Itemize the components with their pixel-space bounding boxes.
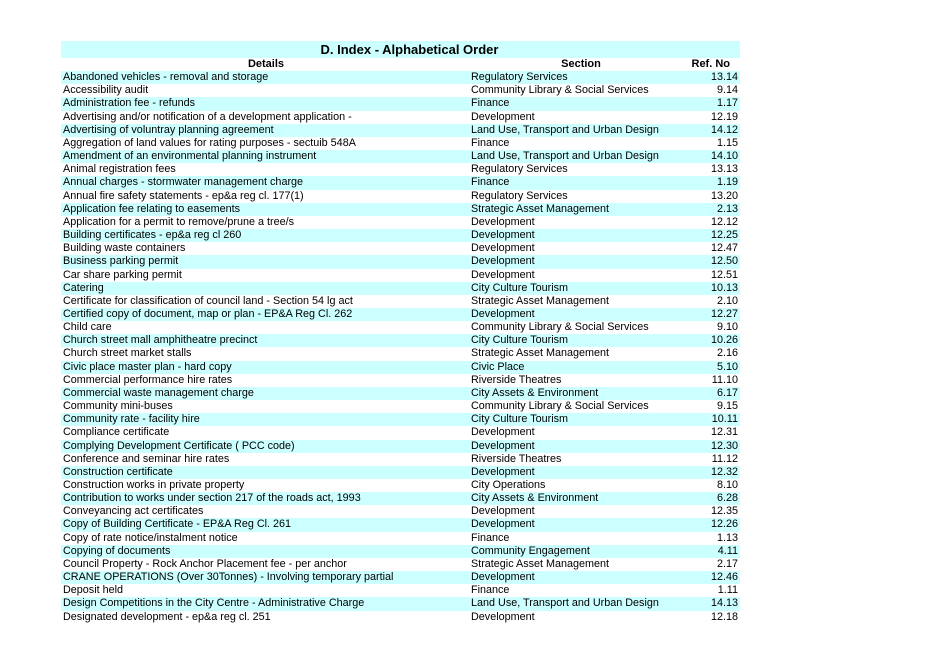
table-row (61, 492, 740, 505)
row-details-cell: Conveyancing act certificates (63, 505, 204, 518)
row-section-cell: City Culture Tourism (471, 413, 691, 426)
table-row (61, 387, 740, 400)
table-row (61, 84, 740, 97)
row-ref-cell: 12.51 (710, 268, 738, 281)
table-row (61, 269, 740, 282)
row-section-cell: Development (471, 440, 691, 453)
row-ref-cell: 12.32 (691, 466, 740, 479)
row-ref-cell: 6.28 (691, 492, 740, 505)
table-row (61, 242, 740, 255)
row-section-cell: Land Use, Transport and Urban Design (471, 597, 691, 610)
table-row (61, 321, 740, 334)
row-ref-cell: 2.13 (691, 203, 740, 216)
row-ref-cell: 1.19 (691, 176, 740, 189)
row-details-cell: Aggregation of land values for rating purposes - sectuib 548A (63, 136, 356, 149)
row-section-cell: Finance (471, 176, 691, 189)
row-section-cell: Land Use, Transport and Urban Design (471, 150, 691, 163)
row-details-cell: Deposit held (63, 584, 124, 597)
row-ref-cell: 12.50 (691, 255, 740, 268)
table-row (61, 532, 740, 545)
row-ref-cell: 12.19 (710, 110, 738, 123)
table-row (61, 597, 740, 610)
table-row (61, 137, 740, 150)
row-ref-cell: 9.14 (716, 84, 738, 97)
row-ref-cell: 2.16 (716, 347, 738, 360)
row-ref-cell: 1.13 (716, 531, 738, 544)
row-ref-cell: 14.13 (691, 597, 740, 610)
row-section-cell: Civic Place (471, 361, 691, 374)
row-details-cell: Abandoned vehicles - removal and storage (61, 71, 471, 84)
row-section-cell: City Assets & Environment (471, 387, 691, 400)
table-row (61, 361, 740, 374)
row-ref-cell: 5.10 (691, 361, 740, 374)
table-row (61, 505, 740, 518)
row-section-cell: Riverside Theatres (471, 373, 562, 386)
row-section-cell: Development (471, 242, 535, 255)
row-details-cell: Council Property - Rock Anchor Placement fee - per anchor (63, 557, 347, 570)
row-section-cell: Finance (471, 531, 510, 544)
index-table (61, 58, 740, 624)
row-details-cell: Copy of Building Certificate - EP&A Reg Cl. 261 (61, 518, 471, 531)
row-section-cell: Development (471, 426, 535, 439)
index-title-row (61, 41, 740, 58)
row-ref-cell: 13.13 (710, 163, 738, 176)
table-row (61, 111, 740, 124)
table-row (61, 176, 740, 189)
row-ref-cell: 6.17 (691, 387, 740, 400)
row-ref-cell: 1.11 (717, 584, 738, 597)
row-ref-cell: 1.15 (716, 136, 738, 149)
table-row (61, 545, 740, 558)
row-ref-cell: 9.15 (716, 400, 738, 413)
table-row (61, 453, 740, 466)
row-section-cell: Finance (471, 97, 691, 110)
row-details-cell: Design Competitions in the City Centre - Administrative Charge (61, 597, 471, 610)
row-details-cell: Conference and seminar hire rates (63, 452, 230, 465)
row-details-cell: Copy of rate notice/instalment notice (63, 531, 238, 544)
table-row (61, 440, 740, 453)
row-section-cell: Community Library & Social Services (471, 321, 649, 334)
row-details-cell: Certificate for classification of council land - Section 54 lg act (63, 294, 353, 307)
row-details-cell: Business parking permit (61, 255, 471, 268)
row-details-cell: Annual fire safety statements - ep&a reg cl. 177(1) (63, 189, 304, 202)
row-section-cell: Development (471, 505, 535, 518)
row-ref-cell: 9.10 (716, 321, 738, 334)
row-ref-cell: 14.12 (691, 124, 740, 137)
row-section-cell: Community Library & Social Services (471, 84, 649, 97)
table-row (61, 150, 740, 163)
row-section-cell: Finance (471, 584, 510, 597)
row-details-cell: Amendment of an environmental planning instrument (61, 150, 471, 163)
row-details-cell: Community rate - facility hire (61, 413, 471, 426)
row-ref-cell: 13.14 (691, 71, 740, 84)
row-ref-cell: 10.13 (691, 282, 740, 295)
row-section-cell: Development (471, 268, 535, 281)
row-ref-cell: 12.46 (691, 571, 740, 584)
row-ref-cell: 13.20 (710, 189, 738, 202)
row-section-cell: City Culture Tourism (471, 282, 691, 295)
table-row (61, 203, 740, 216)
row-details-cell: Animal registration fees (63, 163, 176, 176)
table-row (61, 518, 740, 531)
table-row (61, 308, 740, 321)
row-ref-cell: 12.47 (710, 242, 738, 255)
row-details-cell: Compliance certificate (63, 426, 170, 439)
row-details-cell: Commercial performance hire rates (63, 373, 233, 386)
row-section-cell: Regulatory Services (471, 163, 568, 176)
row-details-cell: Construction certificate (61, 466, 471, 479)
row-details-cell: Community mini-buses (63, 400, 173, 413)
table-row (61, 466, 740, 479)
table-row (61, 282, 740, 295)
row-ref-cell: 11.12 (711, 452, 738, 465)
row-section-cell: Regulatory Services (471, 71, 691, 84)
row-ref-cell: 12.35 (710, 505, 738, 518)
row-section-cell: City Operations (471, 479, 546, 491)
row-details-cell: Annual charges - stormwater management charge (61, 176, 471, 189)
row-ref-cell: 14.10 (691, 150, 740, 163)
row-ref-cell: 2.10 (716, 294, 738, 307)
table-row (61, 71, 740, 84)
table-row (61, 334, 740, 347)
row-ref-cell: 8.10 (716, 479, 738, 491)
row-section-cell: Development (471, 571, 691, 584)
row-ref-cell: 12.31 (710, 426, 738, 439)
table-row (61, 426, 740, 439)
row-section-cell: City Assets & Environment (471, 492, 691, 505)
row-details-cell: Child care (63, 321, 112, 334)
header-ref-no: Ref. No (691, 58, 730, 70)
row-ref-cell: 12.30 (691, 440, 740, 453)
table-row (61, 295, 740, 308)
row-section-cell: Development (471, 215, 535, 228)
row-section-cell: Community Library & Social Services (471, 400, 649, 413)
row-ref-cell: 1.17 (691, 97, 740, 110)
row-ref-cell: 10.11 (691, 413, 740, 426)
row-details-cell: Application fee relating to easements (61, 203, 471, 216)
table-body (61, 71, 740, 624)
row-section-cell: Development (471, 518, 691, 531)
row-section-cell: Community Engagement (471, 545, 691, 558)
row-details-cell: Advertising and/or notification of a development application - (63, 110, 352, 123)
table-row (61, 163, 740, 176)
header-section: Section (561, 58, 601, 70)
row-ref-cell: 12.12 (710, 215, 738, 228)
row-ref-cell: 4.11 (691, 545, 740, 558)
index-sheet (61, 41, 740, 624)
row-section-cell: Development (471, 255, 691, 268)
table-row (61, 611, 740, 624)
table-row (61, 97, 740, 110)
row-section-cell: Development (471, 110, 535, 123)
row-details-cell: Building waste containers (63, 242, 186, 255)
table-row (61, 216, 740, 229)
row-ref-cell: 10.26 (691, 334, 740, 347)
row-section-cell: City Culture Tourism (471, 334, 691, 347)
row-details-cell: Civic place master plan - hard copy (61, 361, 471, 374)
row-section-cell: Strategic Asset Management (471, 347, 610, 360)
index-title: D. Index - Alphabetical Order (320, 42, 499, 57)
table-row (61, 400, 740, 413)
row-section-cell: Finance (471, 136, 510, 149)
table-header-row (61, 58, 740, 71)
row-details-cell: Copying of documents (61, 545, 471, 558)
row-ref-cell: 12.27 (691, 308, 740, 321)
row-details-cell: CRANE OPERATIONS (Over 30Tonnes) - Involving temporary partial (61, 571, 471, 584)
table-row (61, 124, 740, 137)
table-row (61, 374, 740, 387)
row-section-cell: Strategic Asset Management (471, 557, 610, 570)
row-details-cell: Church street mall amphitheatre precinct (61, 334, 471, 347)
row-ref-cell: 2.17 (716, 557, 738, 570)
row-details-cell: Construction works in private property (63, 479, 245, 491)
row-details-cell: Complying Development Certificate ( PCC code) (61, 440, 471, 453)
table-row (61, 584, 740, 597)
row-section-cell: Development (471, 466, 691, 479)
row-ref-cell: 12.26 (691, 518, 740, 531)
row-details-cell: Administration fee - refunds (61, 97, 471, 110)
row-section-cell: Development (471, 229, 691, 242)
row-ref-cell: 11.10 (711, 373, 738, 386)
row-section-cell: Regulatory Services (471, 189, 568, 202)
row-details-cell: Accessibility audit (63, 84, 149, 97)
table-row (61, 479, 740, 492)
table-row (61, 255, 740, 268)
row-section-cell: Strategic Asset Management (471, 203, 691, 216)
row-section-cell: Development (471, 308, 691, 321)
row-section-cell: Riverside Theatres (471, 452, 562, 465)
row-section-cell: Land Use, Transport and Urban Design (471, 124, 691, 137)
header-details: Details (247, 58, 285, 70)
row-ref-cell: 12.18 (710, 610, 738, 623)
table-row (61, 190, 740, 203)
row-details-cell: Building certificates - ep&a reg cl 260 (61, 229, 471, 242)
table-row (61, 347, 740, 360)
row-ref-cell: 12.25 (691, 229, 740, 242)
table-row (61, 571, 740, 584)
row-details-cell: Contribution to works under section 217 of the roads act, 1993 (61, 492, 471, 505)
table-row (61, 229, 740, 242)
table-row (61, 558, 740, 571)
row-details-cell: Advertising of voluntray planning agreement (61, 124, 471, 137)
row-section-cell: Development (471, 610, 535, 623)
row-details-cell: Designated development - ep&a reg cl. 251 (63, 610, 271, 623)
row-details-cell: Certified copy of document, map or plan - EP&A Reg Cl. 262 (61, 308, 471, 321)
row-details-cell: Catering (61, 282, 471, 295)
table-row (61, 413, 740, 426)
row-details-cell: Car share parking permit (63, 268, 182, 281)
row-details-cell: Church street market stalls (63, 347, 192, 360)
row-details-cell: Application for a permit to remove/prune a tree/s (63, 215, 295, 228)
row-section-cell: Strategic Asset Management (471, 294, 610, 307)
row-details-cell: Commercial waste management charge (61, 387, 471, 400)
